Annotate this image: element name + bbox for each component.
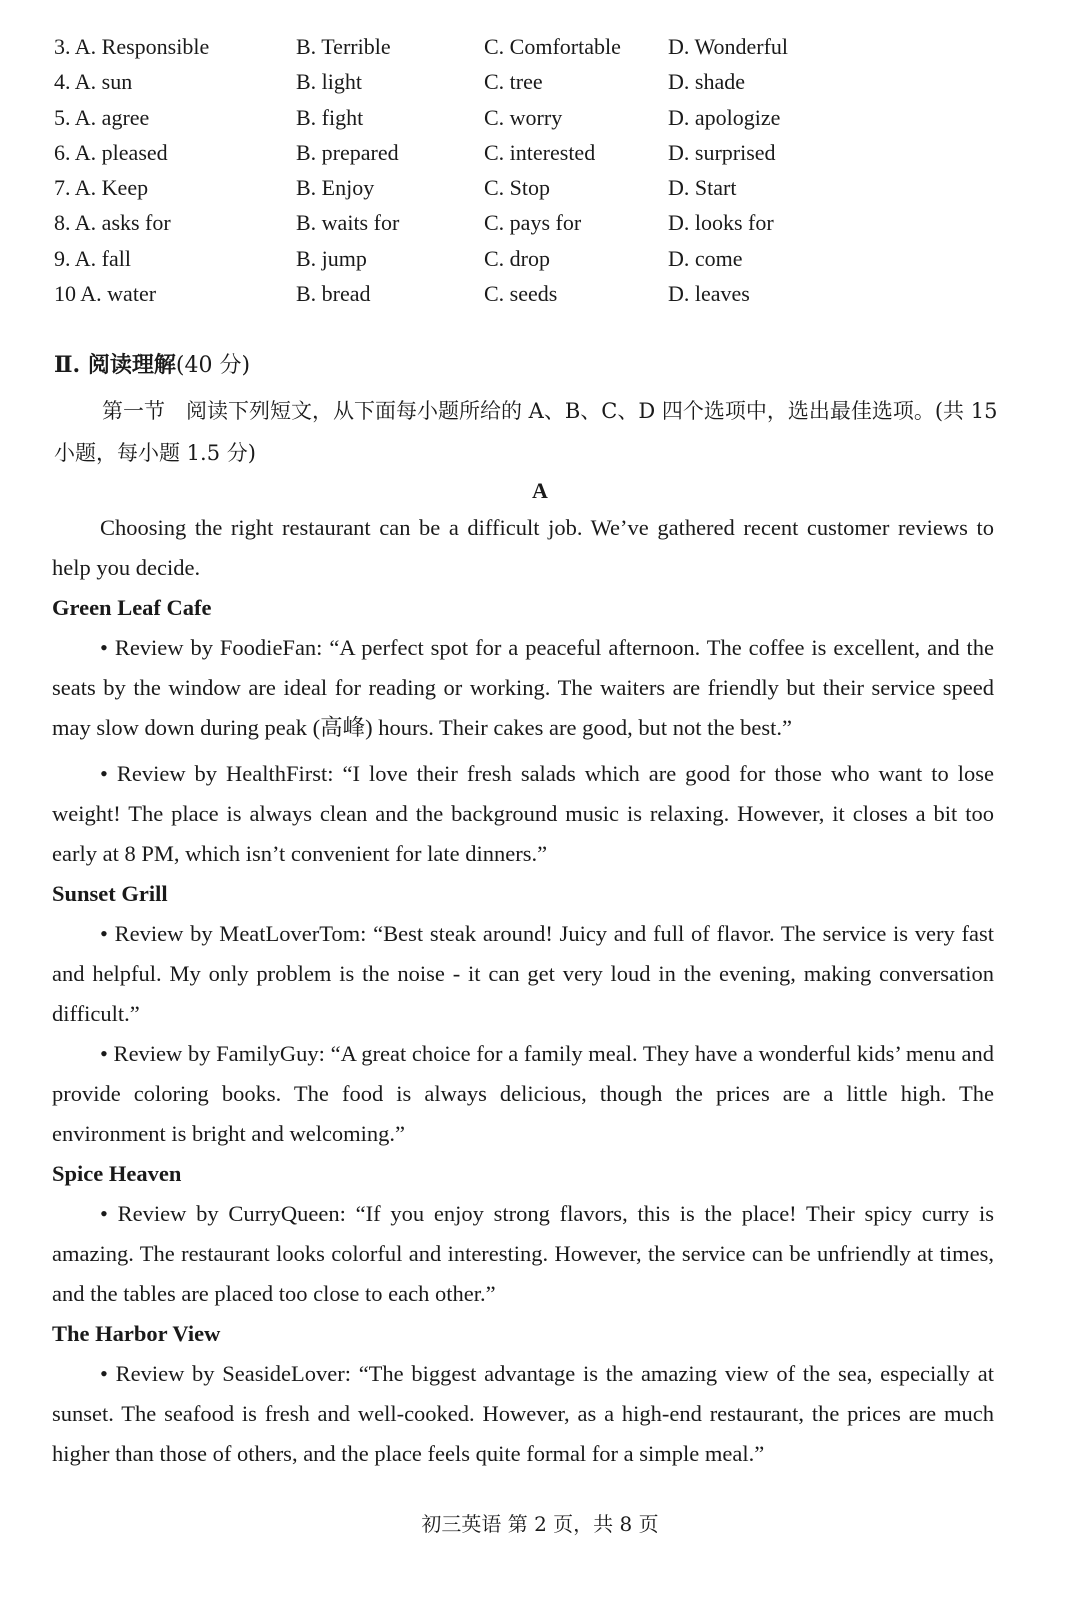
option-c: C. worry (484, 104, 563, 130)
option-d: D. leaves (668, 281, 750, 307)
option-c: C. pays for (484, 210, 582, 236)
option-a: 3. A. Responsible (54, 34, 210, 59)
restaurant-name: Spice Heaven (52, 1161, 182, 1186)
restaurant-name: Sunset Grill (52, 881, 168, 906)
option-d: D. Wonderful (668, 34, 789, 59)
option-d: D. looks for (668, 210, 774, 236)
review: • Review by SeasideLover: “The biggest advantage is the amazing view of the sea, especially at sunset. The seafood is fresh and well-cooked. However, as a high-end restaurant, the prices are much higher than those of others, and the place feels quite formal for a simple meal.” (52, 1361, 994, 1466)
passage-body (52, 508, 994, 1474)
review: • Review by CurryQueen: “If you enjoy strong flavors, this is the place! Their spicy curry is amazing. The restaurant looks colorful and interesting. However, the service can be unfriendly at times, and the tables are placed too close to each other.” (52, 1201, 994, 1306)
option-d: D. apologize (668, 104, 781, 130)
option-row-8 (54, 210, 1014, 245)
option-row-6 (54, 140, 1014, 175)
passage-intro: Choosing the right restaurant can be a difficult job. We’ve gathered recent customer reviews to help you decide. (52, 515, 994, 580)
option-a: 4. A. sun (54, 69, 133, 95)
option-a: 7. A. Keep (54, 175, 149, 201)
option-b: B. jump (296, 245, 367, 271)
option-a: 5. A. agree (54, 104, 150, 130)
option-a: 10 A. water (54, 281, 157, 307)
option-d: D. come (668, 245, 743, 271)
section-points: (40 分) (175, 353, 251, 378)
restaurant-name: The Harbor View (52, 1321, 221, 1346)
option-row-5 (54, 105, 1014, 140)
passage-label: A (532, 478, 548, 503)
option-c: C. drop (484, 245, 550, 271)
option-a: 9. A. fall (54, 245, 131, 271)
cloze-options (54, 34, 1014, 316)
option-row-10 (54, 281, 1014, 316)
review: • Review by FoodieFan: “A perfect spot for a peaceful afternoon. The coffee is excellent, and the seats by the window are ideal for reading or working. The waiters are friendly but their service speed may slow down during peak (高峰) hours. Their cakes are good, but not the best.” (52, 635, 994, 740)
option-row-7 (54, 175, 1014, 210)
restaurant-name: Green Leaf Cafe (52, 595, 212, 620)
option-b: B. Terrible (296, 34, 391, 59)
option-row-3 (54, 34, 1014, 69)
option-b: B. prepared (296, 139, 399, 165)
section-instruction: 第一节 阅读下列短文，从下面每小题所给的 A、B、C、D 四个选项中，选出最佳选项。(共 15 小题，每小题 1.5 分) (54, 399, 998, 465)
option-d: D. Start (668, 175, 737, 201)
option-a: 8. A. asks for (54, 210, 171, 236)
option-row-9 (54, 246, 1014, 281)
option-c: C. interested (484, 139, 596, 165)
option-b: B. bread (296, 281, 371, 307)
review: • Review by MeatLoverTom: “Best steak around! Juicy and full of flavor. The service is very fast and helpful. My only problem is the noise - it can get very loud in the evening, making conversation difficult.” (52, 921, 994, 1026)
page-footer: 初三英语 第 2 页，共 8 页 (421, 1512, 659, 1536)
option-b: B. Enjoy (296, 175, 375, 201)
section-title (54, 348, 250, 379)
option-d: D. surprised (668, 139, 776, 165)
option-b: B. fight (296, 104, 364, 130)
option-b: B. light (296, 69, 363, 95)
option-d: D. shade (668, 69, 745, 95)
option-a: 6. A. pleased (54, 139, 168, 165)
review: • Review by HealthFirst: “I love their fresh salads which are good for those who want to lose weight! The place is always clean and the background music is relaxing. However, it closes a bit too early at 8 PM, which isn’t convenient for late dinners.” (52, 761, 994, 866)
option-c: C. Comfortable (484, 34, 621, 59)
option-c: C. tree (484, 69, 543, 95)
review: • Review by FamilyGuy: “A great choice for a family meal. They have a wonderful kids’ menu and provide coloring books. The food is always delicious, though the prices are a little high. The environment is bright and welcoming.” (52, 1041, 994, 1146)
option-row-4 (54, 69, 1014, 104)
option-b: B. waits for (296, 210, 400, 236)
section-title-text: Ⅱ. 阅读理解 (54, 352, 176, 378)
option-c: C. seeds (484, 281, 558, 307)
option-c: C. Stop (484, 175, 551, 201)
